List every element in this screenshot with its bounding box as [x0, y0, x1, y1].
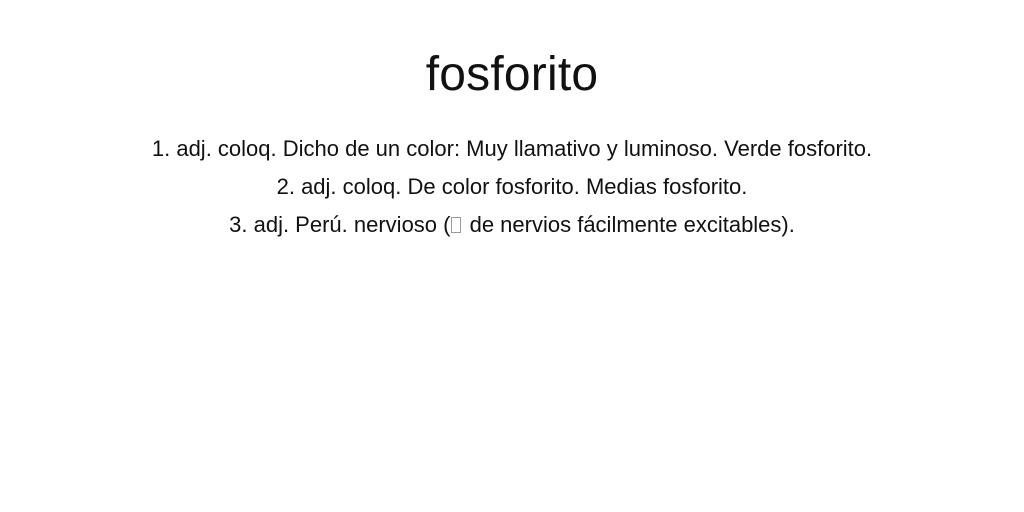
missing-glyph-box-icon — [451, 217, 461, 233]
definitions-list — [0, 130, 1024, 244]
definition-2: 2. adj. coloq. De color fosforito. Medias fosforito. — [276, 174, 748, 199]
definition-3 — [0, 206, 1024, 244]
definition-1: 1. adj. coloq. Dicho de un color: Muy llamativo y luminoso. Verde fosforito. — [151, 136, 873, 161]
entry-word: fosforito — [425, 48, 599, 101]
definition-3-text-after: de nervios fácilmente excitables). — [463, 212, 795, 237]
definition-3-text-before: 3. adj. Perú. nervioso ( — [229, 212, 451, 237]
